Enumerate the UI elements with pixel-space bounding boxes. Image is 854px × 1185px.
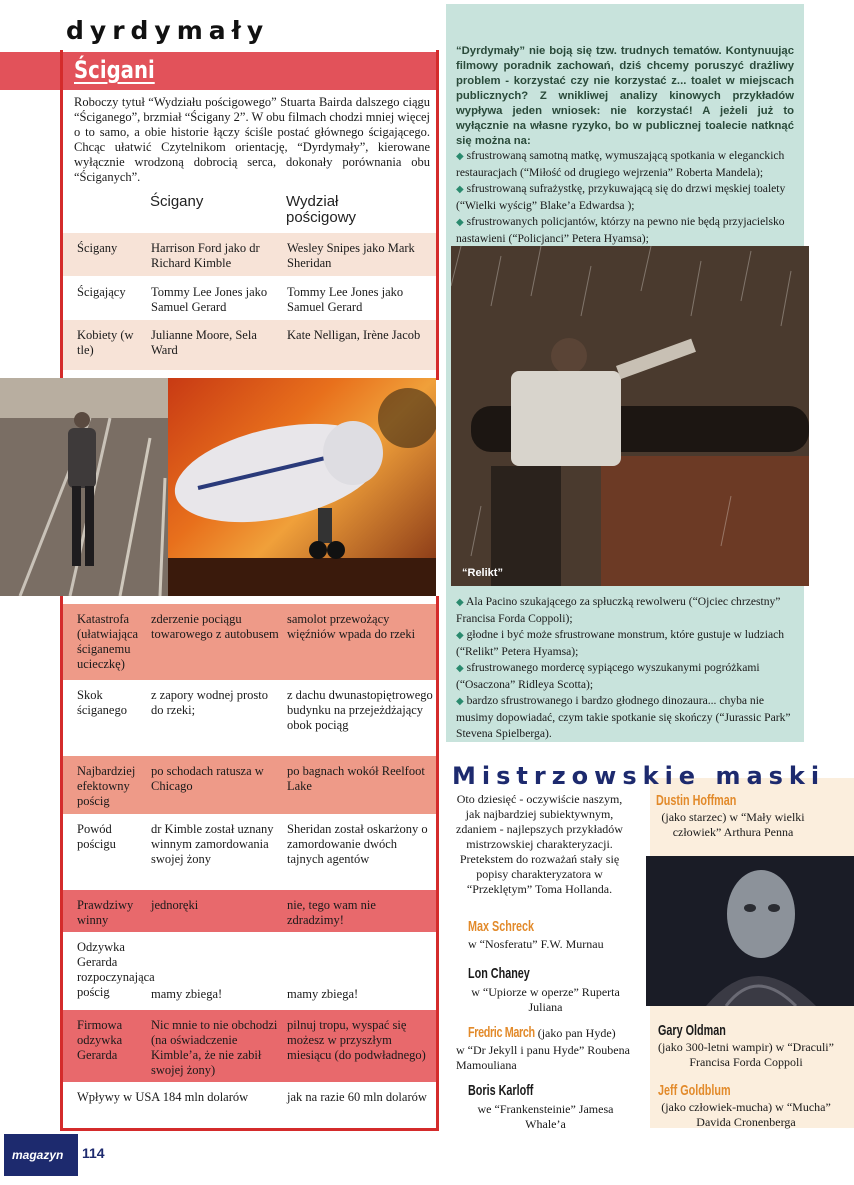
diamond-bullet-icon: ◆	[456, 217, 464, 228]
masks-title: Mistrzowskie maski	[452, 762, 826, 790]
photo-fugitive-on-tracks	[0, 378, 168, 596]
diamond-bullet-icon: ◆	[456, 696, 464, 707]
table-row	[63, 932, 436, 1010]
list-item-text: sfrustrowanych policjantów, którzy na pewno nie będą przyjacielsko nastawieni (“Policjanci” Petera Hyamsa);	[456, 215, 785, 245]
column-header-sciagany: Ścigany	[150, 193, 204, 210]
row-value-a: zderzenie pociągu towarowego z autobusem	[151, 612, 279, 641]
mask-entry-suffix: (jako pan Hyde)	[534, 1026, 616, 1040]
table-row	[63, 756, 436, 814]
row-label: Ścigający	[77, 285, 126, 299]
column-header-wydzial: Wydział pościgowy	[286, 193, 357, 226]
diamond-bullet-icon: ◆	[456, 151, 464, 162]
row-value-a: po schodach ratusza w Chicago	[151, 764, 264, 793]
article-title: Ścigani	[74, 56, 155, 84]
row-value-b: Wesley Snipes jako Mark Sheridan	[287, 241, 415, 270]
row-value-b: z dachu dwunastopiętrowego budynku na przejeżdżający obok pociąg	[287, 688, 433, 732]
mask-entry-text: w “Nosferatu” F.W. Murnau	[468, 937, 604, 951]
row-label: Prawdziwy winny	[77, 898, 134, 927]
row-value-b: Kate Nelligan, Irène Jacob	[287, 328, 421, 342]
photo-tracks-illustration	[0, 378, 168, 596]
row-value-b: Tommy Lee Jones jako Samuel Gerard	[287, 285, 404, 314]
row-value-b: po bagnach wokół Reelfoot Lake	[287, 764, 425, 793]
table-row	[63, 604, 436, 680]
list-item	[456, 693, 796, 742]
row-value-a: Julianne Moore, Sela Ward	[151, 328, 257, 357]
list-item-text: sfrustrowaną samotną matkę, wymuszającą spotkania w eleganckich restauracjach (“Miłość od drugiego wejrzenia” Roberta Mandela);	[456, 149, 785, 179]
mask-entry-name: Boris Karloff	[468, 1082, 534, 1099]
list-item	[456, 181, 796, 214]
row-value-a: Nic mnie to nie obchodzi (na oświadczenie Kimble’a, że nie zabił swojej żony)	[151, 1018, 278, 1077]
mask-entry-name: Jeff Goldblum	[658, 1082, 731, 1099]
photo-plane-illustration	[168, 378, 436, 596]
row-value-a: Harrison Ford jako dr Richard Kimble	[151, 241, 260, 270]
magazine-logo	[4, 1134, 78, 1176]
row-value-b: pilnuj tropu, wyspać się możesz w przyszłym miesiącu (do podwładnego)	[287, 1018, 426, 1062]
diamond-bullet-icon: ◆	[456, 630, 464, 641]
photo-makeup-portrait	[646, 856, 854, 1006]
mask-entry-text: (jako człowiek-mucha) w “Mucha” Davida Cronenberga	[661, 1100, 831, 1129]
mask-entry-heading	[468, 1025, 648, 1041]
mask-entry-text: (jako 300-letni wampir) w “Draculi” Francisa Forda Coppoli	[658, 1040, 834, 1069]
mask-entry-name: Fredric March	[468, 1024, 535, 1041]
row-label: Firmowa odzywka Gerarda	[77, 1018, 123, 1062]
list-item	[456, 594, 796, 627]
page-number: 114	[82, 1145, 105, 1161]
bullet-list-top	[456, 148, 796, 247]
row-value-a: jednoręki	[151, 898, 199, 912]
row-value-a: dr Kimble został uznany winnym zamordowania swojej żony	[151, 822, 274, 866]
row-value-a: Tommy Lee Jones jako Samuel Gerard	[151, 285, 268, 314]
photo-relikt-illustration	[451, 246, 809, 586]
frame-line-bottom	[60, 1128, 439, 1131]
list-item	[456, 627, 796, 660]
sidebar-intro: “Dyrdymały” nie boją się tzw. trudnych tematów. Kontynuując filmowy poradnik zachowań, dziś chcemy poruszyć drażliwy problem - korzystać czy nie korzystać z... toalet w miejscach publicznych? Z wnikliwej analizy kinowych przykładów wypływa jeden wniosek: nie korzystać! A jeżeli już to wyłącznie na własne ryzyko, bo w publicznej toalecie natknąć się można na:	[456, 45, 794, 147]
list-item	[456, 148, 796, 181]
frame-line-right-lower	[436, 596, 439, 1130]
list-item	[456, 660, 796, 693]
row-value-b: samolot przewożący więźniów wpada do rzeki	[287, 612, 416, 641]
mask-entry-name: Max Schreck	[468, 918, 535, 935]
list-item-text: Ala Pacino szukającego za spłuczką rewolweru (“Ojciec chrzestny” Francisa Forda Coppoli);	[456, 595, 781, 625]
list-item-text: sfrustrowaną sufrażystkę, przykuwającą się do drzwi męskiej toalety (“Wielki wyścig” Blake’a Edwardsa );	[456, 182, 786, 212]
row-label: Najbardziej efektowny pościg	[77, 764, 136, 808]
diamond-bullet-icon: ◆	[456, 663, 464, 674]
mask-entry-text: (jako starzec) w “Mały wielki człowiek” Arthura Penna	[661, 810, 805, 839]
table-row	[63, 1010, 436, 1082]
frame-line-right	[436, 50, 439, 380]
row-value-b: mamy zbiega!	[287, 987, 359, 1001]
mask-entry-name: Lon Chaney	[468, 965, 530, 982]
diamond-bullet-icon: ◆	[456, 184, 464, 195]
row-value-b: jak na razie 60 mln dolarów	[287, 1090, 427, 1104]
photo-relikt	[451, 246, 809, 586]
list-item-text: bardzo sfrustrowanego i bardzo głodnego dinozaura... chyba nie musimy dopowiadać, czym takie spotkanie się skończy (“Jurassic Park” Stevena Spielberga).	[456, 694, 791, 740]
table-row	[63, 814, 436, 890]
table-row	[63, 890, 436, 932]
table-row	[63, 1082, 436, 1126]
mask-entry-name: Gary Oldman	[658, 1022, 726, 1039]
mask-entry-text: we “Frankensteinie” Jamesa Whale’a	[477, 1102, 614, 1131]
row-value-a: mamy zbiega!	[151, 987, 223, 1001]
table-row	[63, 277, 436, 319]
article-intro: Roboczy tytuł “Wydziału pościgowego” Stuarta Bairda dalszego ciągu “Ściganego”, brzmiał “Ścigany 2”. W obu filmach chodzi mniej więcej o to samo, a obie historie łączy ściśle postać głównego ścigającego. Chcąc ułatwić Czytelnikom orientację, “Dyrdymały”, kierowane wyłącznie wrodzoną dobrocią serca, dokonały porównania obu “Ściganych”.	[74, 95, 431, 184]
list-item-text: sfrustrowanego mordercę sypiącego wyszukanymi pogróżkami (“Osaczona” Ridleya Scotta);	[456, 661, 760, 691]
mask-entry-name: Dustin Hoffman	[656, 792, 737, 809]
photo-mask-illustration	[646, 856, 854, 1006]
row-label: Powód pościgu	[77, 822, 116, 851]
mask-entry-text: w “Dr Jekyll i panu Hyde” Roubena Mamouliana	[456, 1043, 630, 1072]
article-title-banner	[0, 52, 439, 90]
row-label: Kobiety (w tle)	[77, 328, 134, 357]
list-item	[456, 214, 796, 247]
diamond-bullet-icon: ◆	[456, 597, 464, 608]
mask-entry-text: w “Upiorze w operze” Ruperta Juliana	[471, 985, 620, 1014]
magazine-logo-text: magazyn	[12, 1148, 64, 1162]
table-row	[63, 320, 436, 370]
row-value-b: Sheridan został oskarżony o zamordowanie dwóch tajnych agentów	[287, 822, 428, 866]
row-value-a: z zapory wodnej prosto do rzeki;	[151, 688, 268, 717]
table-row	[63, 233, 436, 276]
photo-caption: “Relikt”	[462, 567, 503, 579]
table-row	[63, 680, 436, 756]
list-item-text: głodne i być może sfrustrowane monstrum, które gustuje w ludziach (“Relikt” Petera Hyamsa);	[456, 628, 785, 658]
bullet-list-bottom	[456, 594, 796, 742]
section-title: dyrdymały	[66, 16, 270, 45]
masks-intro: Oto dziesięć - oczywiście naszym, jak najbardziej subiektywnym, zdaniem - najlepszych przykładów mistrzowskiej charakteryzacji. Pretekstem do rozważań stały się popisy charakteryzatora w “Przeklętym” Toma Hollanda.	[456, 792, 623, 896]
row-label: Skok ściganego	[77, 688, 127, 717]
row-label: Ścigany	[77, 241, 118, 255]
row-value-b: nie, tego wam nie zdradzimy!	[287, 898, 376, 927]
row-label: Katastrofa (ułatwiająca ściganemu ucieczkę)	[77, 612, 139, 671]
photo-crashing-plane	[168, 378, 436, 596]
row-label: Wpływy w USA 184 mln dolarów	[77, 1090, 249, 1104]
row-label: Odzywka Gerarda rozpoczynająca pościg	[77, 940, 155, 999]
